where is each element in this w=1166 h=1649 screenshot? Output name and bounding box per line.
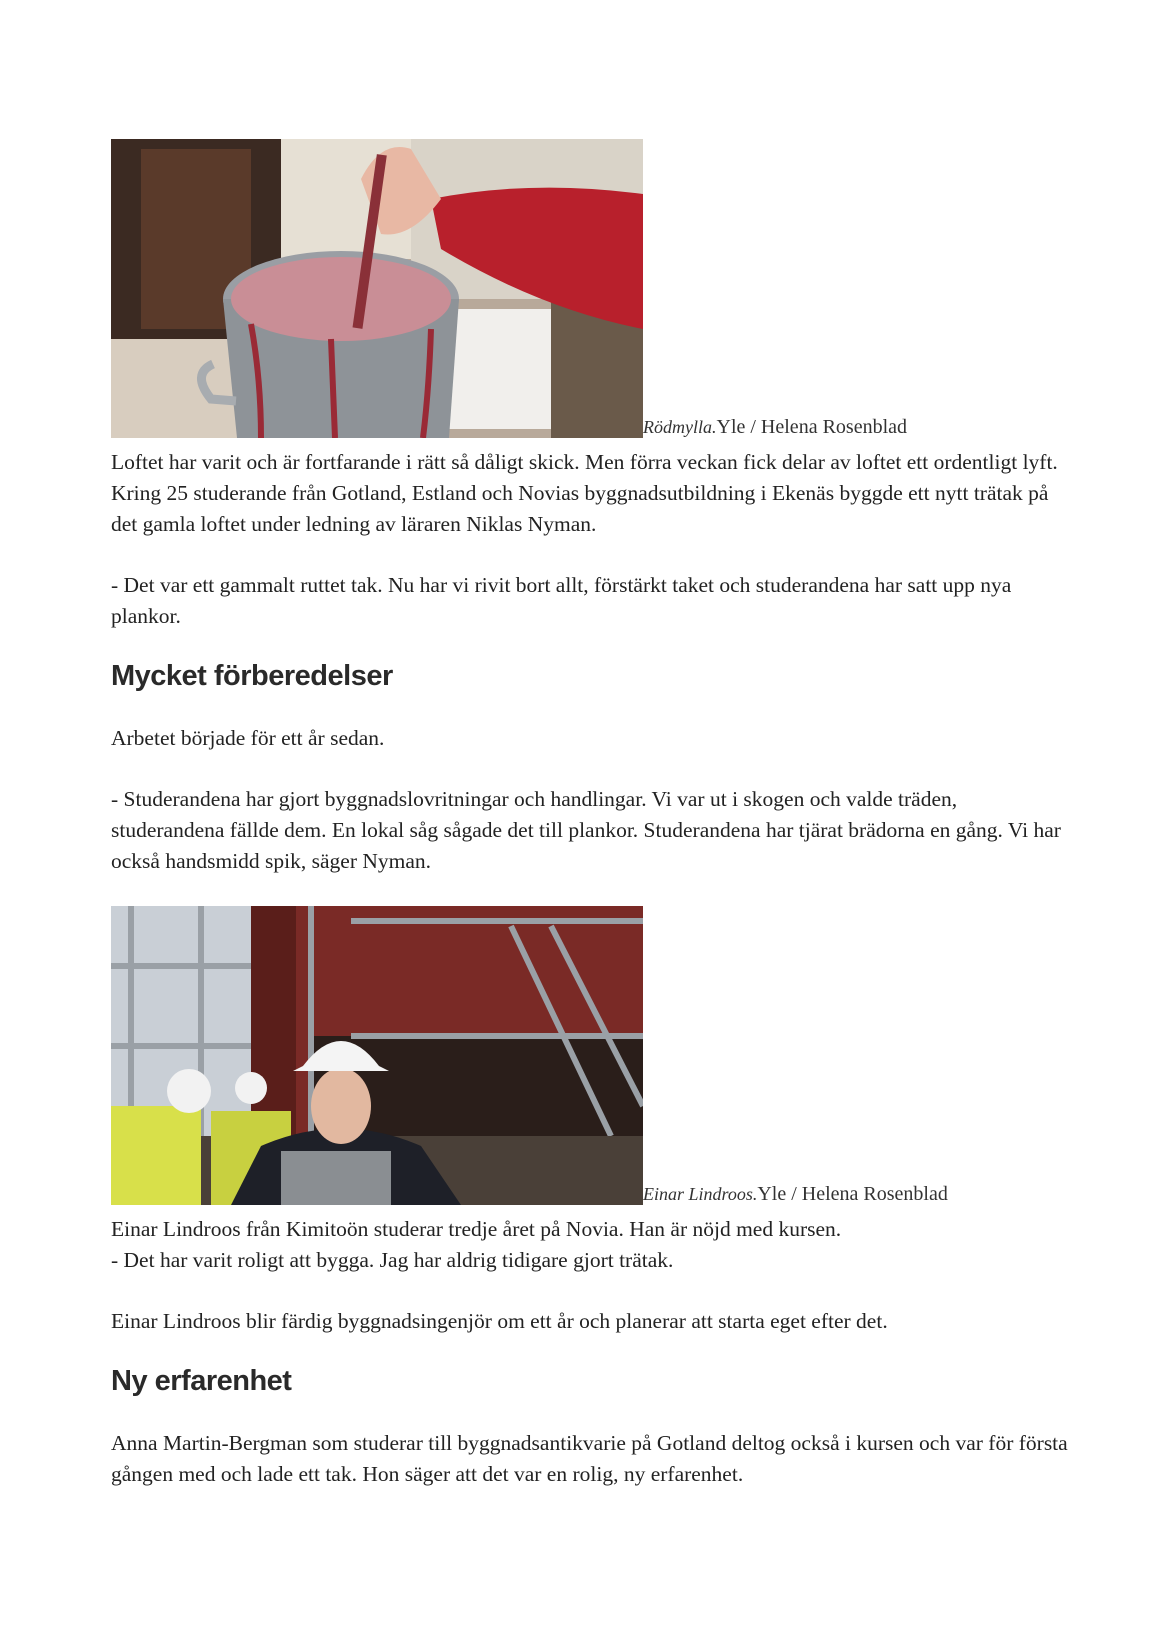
paragraph: - Studerandena har gjort byggnadslovritningar och handlingar. Vi var ut i skogen och valde träden, studerandena fällde dem. En lokal såg sågade det till plankor. Studerandena har tjärat brädorna en gång. Vi har också handsmidd spik, säger Nyman. — [111, 787, 1061, 873]
caption-title: Einar Lindroos. — [643, 1184, 758, 1204]
caption-credit: Yle / Helena Rosenblad — [757, 1183, 948, 1205]
article — [111, 139, 1071, 1490]
photo-rodmylla-pot — [111, 139, 643, 438]
paragraph: - Det var ett gammalt ruttet tak. Nu har vi rivit bort allt, förstärkt taket och studerandena har satt upp nya plankor. — [111, 573, 1012, 628]
paragraph: Arbetet började för ett år sedan. — [111, 726, 385, 750]
caption-title: Rödmylla. — [643, 417, 717, 437]
paragraph: - Det har varit roligt att bygga. Jag har aldrig tidigare gjort trätak. — [111, 1248, 674, 1272]
photo-einar-lindroos — [111, 906, 643, 1205]
caption-einar-lindroos — [643, 1183, 948, 1205]
caption-credit: Yle / Helena Rosenblad — [716, 416, 907, 438]
section-heading: Mycket förberedelser — [111, 660, 393, 692]
figure-einar-lindroos — [111, 906, 1071, 1205]
paragraph: Anna Martin-Bergman som studerar till byggnadsantikvarie på Gotland deltog också i kursen och var för första gången med och lade ett tak. Hon säger att det var en rolig, ny erfarenhet. — [111, 1431, 1068, 1486]
paragraph: Einar Lindroos från Kimitoön studerar tredje året på Novia. Han är nöjd med kursen. — [111, 1217, 842, 1241]
paragraph: Loftet har varit och är fortfarande i rätt så dåligt skick. Men förra veckan fick delar av loftet ett ordentligt lyft. Kring 25 studerande från Gotland, Estland och Novias byggnadsutbildning i Ekenäs byggde ett nytt trätak på det gamla loftet under ledning av läraren Niklas Nyman. — [111, 450, 1058, 536]
caption-rodmylla — [643, 416, 907, 438]
figure-rodmylla — [111, 139, 1071, 438]
paragraph: Einar Lindroos blir färdig byggnadsingenjör om ett år och planerar att starta eget efter det. — [111, 1309, 888, 1333]
section-heading: Ny erfarenhet — [111, 1365, 292, 1397]
